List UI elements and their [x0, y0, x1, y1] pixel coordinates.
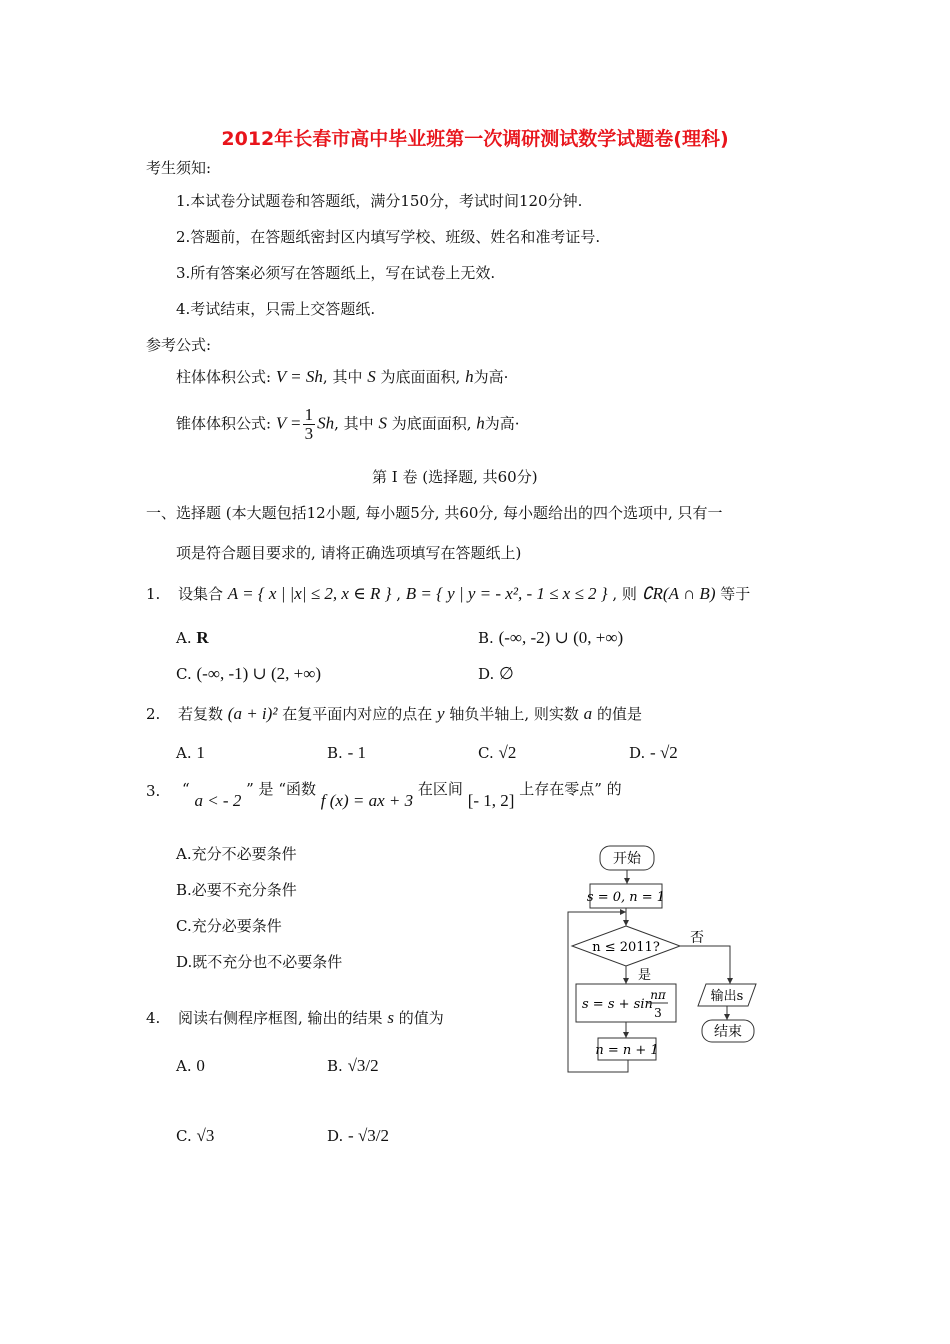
option: D. - √2: [629, 743, 678, 762]
cylinder-text: 为高·: [473, 368, 509, 386]
question-1-stem: 设集合 A = { x | |x| ≤ 2, x ∈ R } , B = { y | y = - x², - 1 ≤ x ≤ 2 } , 则 ∁R(A ∩ B) 等于: [178, 584, 751, 603]
formula-heading: 参考公式:: [146, 336, 212, 354]
question-2-stem: 若复数 (a + i)² 在复平面内对应的点在 y 轴负半轴上, 则实数 a 的值是: [178, 704, 642, 723]
section-instruction: 一、选择题 (本大题包括12小题, 每小题5分, 共60分, 每小题给出的四个选项中, 只有一: [146, 504, 723, 522]
question-4-stem: 阅读右侧程序框图, 输出的结果 s 的值为: [178, 1008, 444, 1027]
option: D.既不充分也不必要条件: [176, 953, 343, 971]
condition-label: n ≤ 2011?: [592, 940, 660, 955]
frac-num: nπ: [650, 988, 666, 1002]
notice-heading: 考生须知:: [146, 159, 212, 177]
var-v: V: [275, 413, 287, 433]
cone-text: 为高·: [484, 414, 520, 433]
option: C. (-∞, -1) ∪ (2, +∞): [176, 664, 322, 683]
question-3-stem: “ a < - 2 ” 是 “函数 f (x) = ax + 3 在区间 [- 1, 2] 上存在零点” 的: [182, 780, 622, 810]
option: B. (-∞, -2) ∪ (0, +∞): [478, 628, 624, 647]
update-n-label: n = n + 1: [595, 1043, 659, 1058]
notice-item: 1.本试卷分试题卷和答题纸，满分150分，考试时间120分钟.: [176, 192, 583, 210]
option: A. R: [176, 628, 209, 647]
update-s-label: s = s + sin: [582, 997, 653, 1012]
yes-label: 是: [638, 968, 652, 983]
option: B.必要不充分条件: [176, 881, 297, 899]
output-label: 输出s: [710, 989, 744, 1004]
question-number: 1.: [146, 585, 161, 603]
cone-label: 锥体体积公式:: [176, 414, 272, 433]
question-number: 2.: [146, 705, 161, 723]
cone-formula-line: 锥体体积公式: V = $\frac{1}{3}$ Sh, 其中 S 为底面面积, h为高·: [176, 405, 520, 443]
option: C. √2: [478, 743, 517, 762]
cylinder-formula: V = Sh: [275, 367, 323, 386]
question-number: 3.: [146, 782, 161, 800]
cylinder-text: 为底面面积,: [380, 368, 461, 386]
document-title: 2012年长春市高中毕业班第一次调研测试数学试题卷(理科): [221, 128, 729, 150]
section-title: 第 I 卷 (选择题, 共60分): [372, 468, 538, 486]
init-label: s = 0, n = 1: [586, 890, 666, 905]
no-label: 否: [690, 930, 704, 946]
frac-den: 3: [654, 1006, 662, 1020]
var-s: S: [367, 367, 376, 386]
flowchart: [560, 840, 780, 1080]
notice-item: 3.所有答案必须写在答题纸上，写在试卷上无效.: [176, 264, 496, 282]
option: D. ∅: [478, 664, 514, 683]
one-third-fraction: $\frac{1}{3}$: [304, 405, 314, 443]
set-a: A = { x | |x| ≤ 2, x ∈ R }: [227, 584, 392, 603]
cone-text: 为底面面积,: [391, 414, 472, 433]
cylinder-text: , 其中: [322, 368, 363, 386]
start-label: 开始: [613, 851, 641, 867]
option: D. - √3/2: [327, 1126, 390, 1145]
var-h: h: [465, 367, 474, 386]
cylinder-label: 柱体体积公式:: [176, 368, 272, 386]
option: A.充分不必要条件: [176, 845, 297, 863]
option: C. √3: [176, 1126, 215, 1145]
option: A. 0: [176, 1056, 205, 1075]
option: C.充分必要条件: [176, 917, 282, 935]
notice-item: 4.考试结束，只需上交答题纸.: [176, 300, 376, 318]
section-instruction: 项是符合题目要求的, 请将正确选项填写在答题纸上): [176, 544, 522, 562]
option: B. √3/2: [327, 1056, 379, 1075]
option: A. 1: [176, 743, 205, 762]
set-b: B = { y | y = - x², - 1 ≤ x ≤ 2 }: [405, 584, 608, 603]
cylinder-formula-line: [176, 366, 508, 387]
question-number: 4.: [146, 1009, 161, 1027]
end-label: 结束: [714, 1024, 742, 1040]
option: B. - 1: [327, 743, 366, 762]
notice-item: 2.答题前，在答题纸密封区内填写学校、班级、姓名和准考证号.: [176, 228, 601, 246]
cone-text: , 其中: [334, 414, 374, 433]
complement-expr: ∁R(A ∩ B): [641, 584, 716, 603]
